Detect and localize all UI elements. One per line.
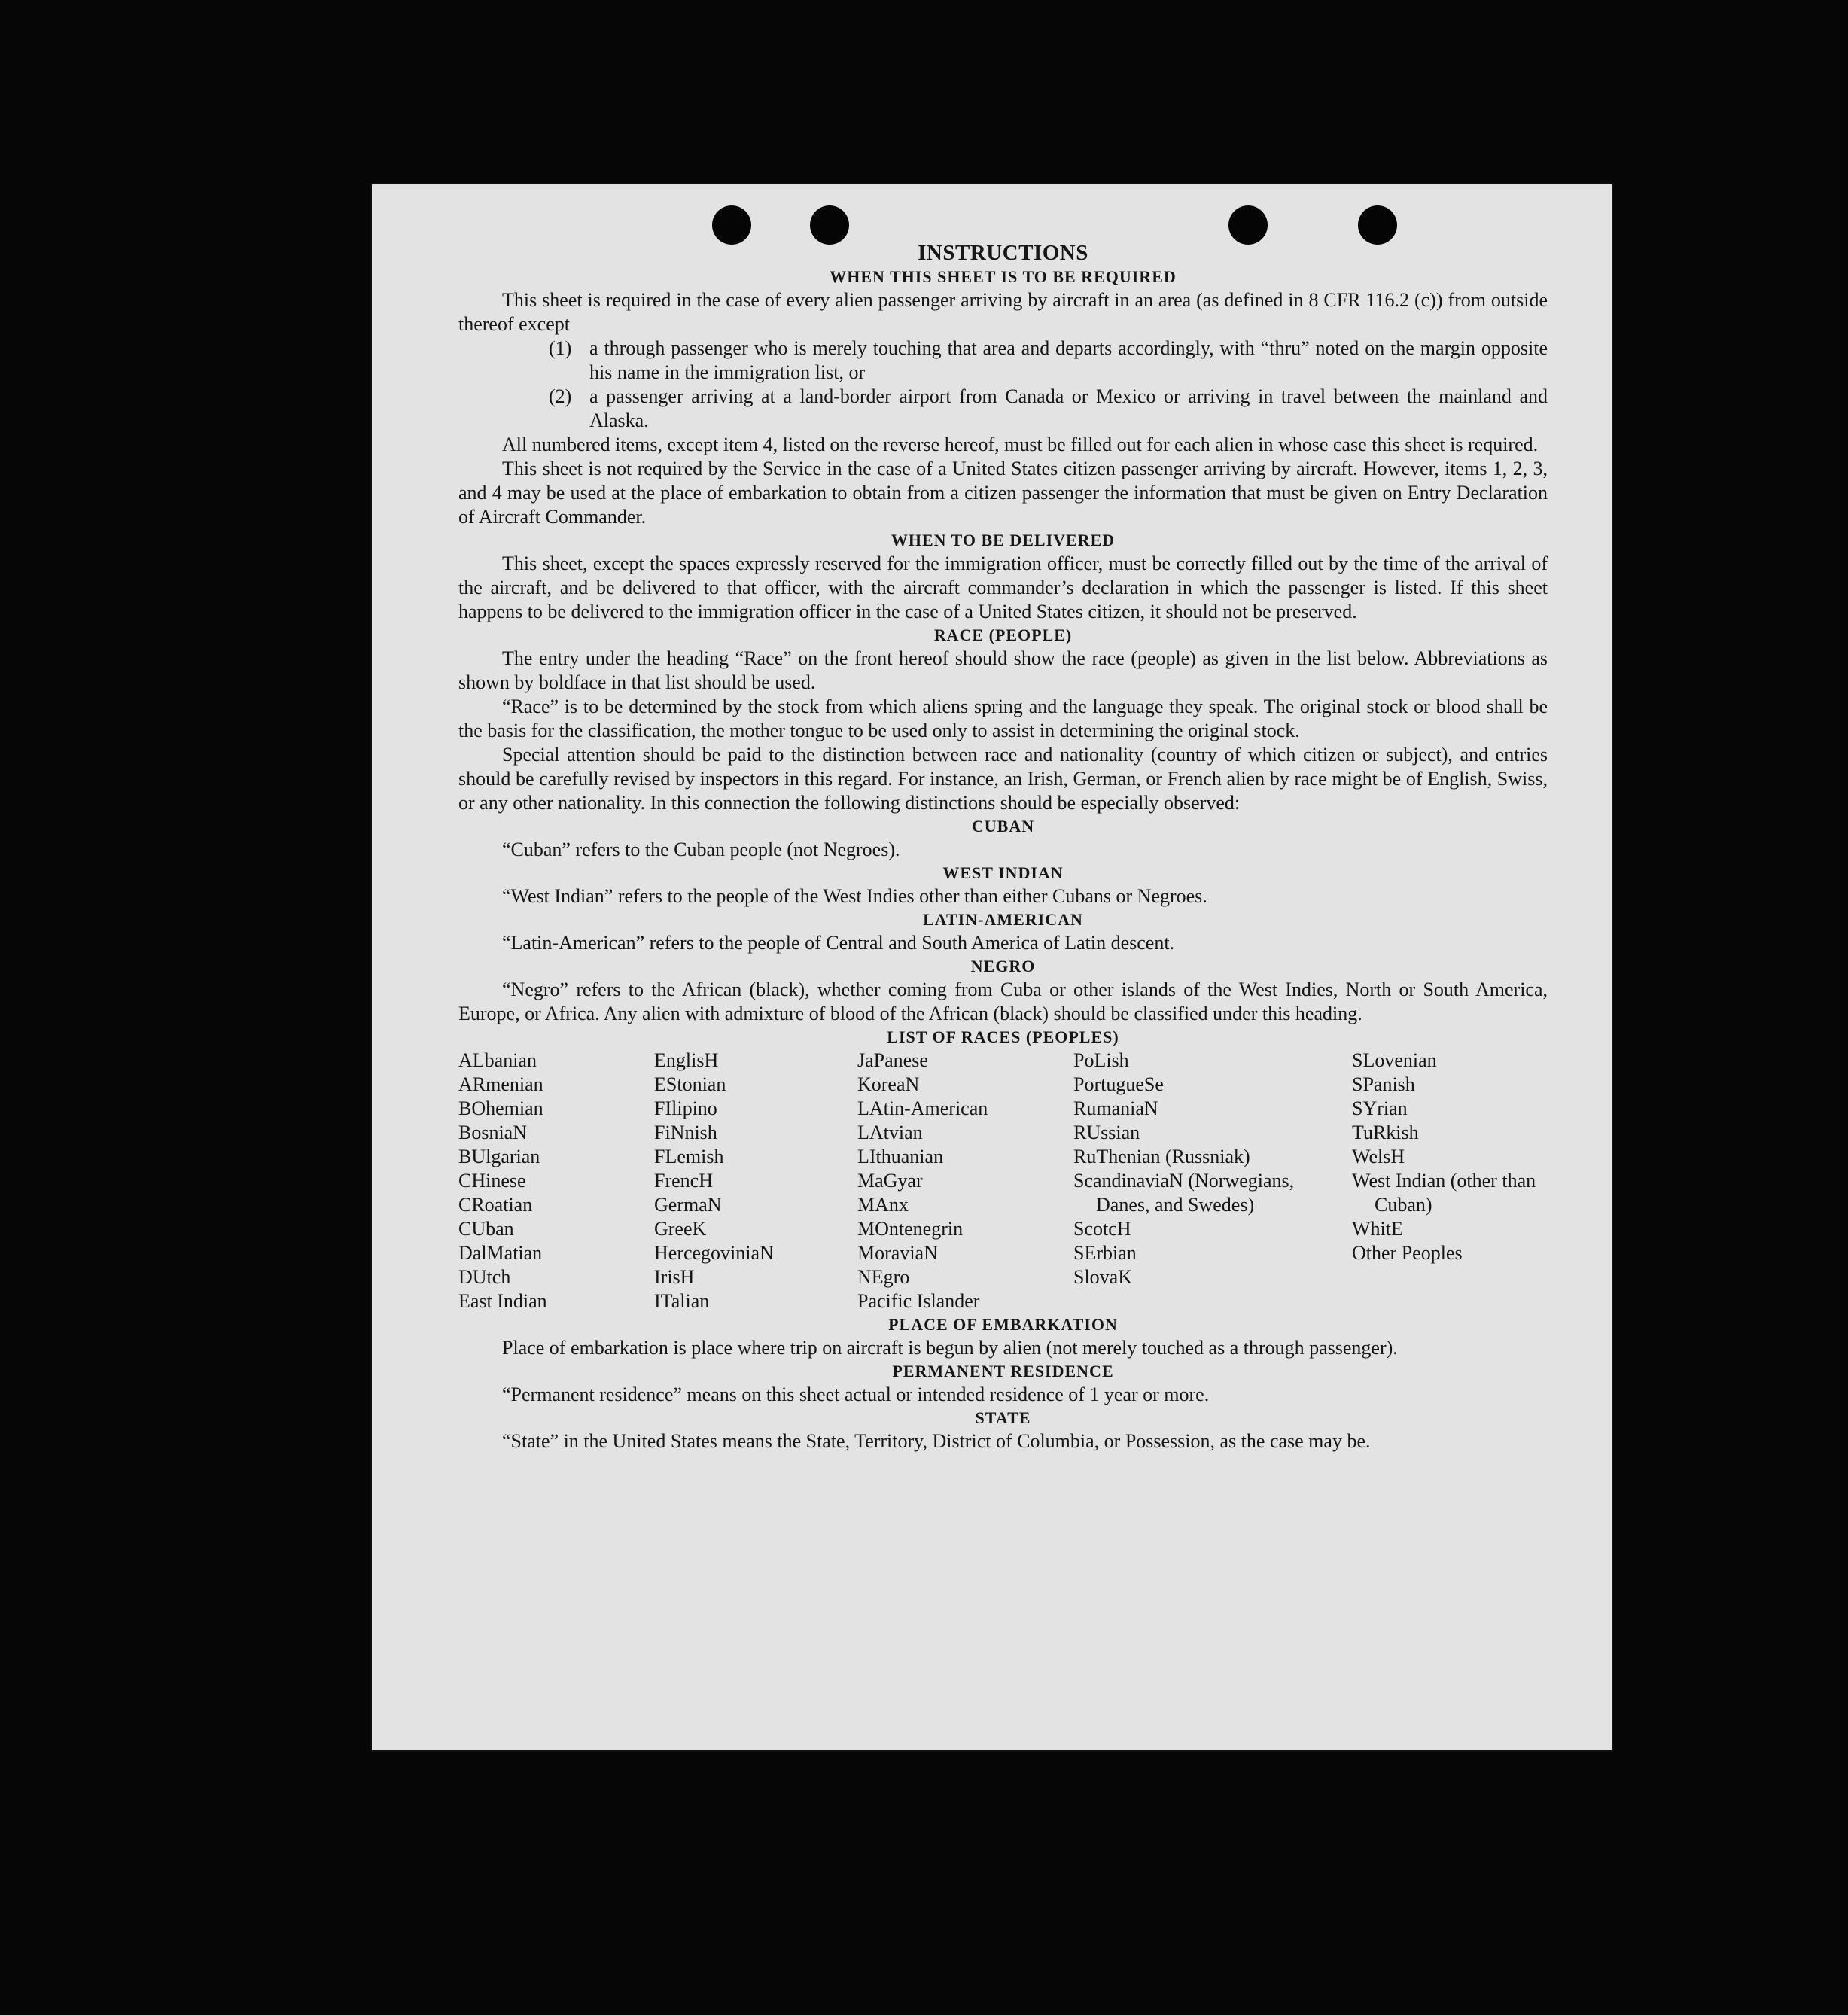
race-entry: PortugueSe — [1073, 1073, 1164, 1095]
race-entry: ITalian — [654, 1290, 710, 1312]
section-heading-required: WHEN THIS SHEET IS TO BE REQUIRED — [830, 267, 1177, 286]
race-entry: ARmenian — [458, 1073, 543, 1095]
list-number: (1) — [549, 337, 572, 359]
race-entry: SErbian — [1073, 1242, 1137, 1264]
race-entry: MAnx — [857, 1194, 909, 1216]
race-entry: MaGyar — [857, 1170, 923, 1192]
race-entry: FrencH — [654, 1170, 713, 1192]
section-heading-list-of-races: LIST OF RACES (PEOPLES) — [887, 1027, 1119, 1046]
race-entry: HercegoviniaN — [654, 1242, 774, 1264]
section-heading-delivered: WHEN TO BE DELIVERED — [891, 531, 1116, 549]
race-entry: IrisH — [654, 1266, 695, 1288]
race-entry: CHinese — [458, 1170, 526, 1192]
race-column — [654, 1049, 857, 1313]
race-entry: TuRkish — [1352, 1122, 1419, 1143]
punch-hole — [712, 205, 751, 245]
punch-hole — [1358, 205, 1397, 245]
paragraph: This sheet, except the spaces expressly reserved for the immigration officer, must be correctly filled out by the time of the arrival of the aircraft, and be delivered to that officer, with the aircraft commander’s declaration in which the passenger is listed. If this sheet happens to be delivered to the immigration officer in the case of a United States citizen, it should not be preserved. — [458, 552, 1548, 622]
paragraph: This sheet is required in the case of every alien passenger arriving by aircraft in an area (as defined in 8 CFR 116.2 (c)) from outside thereof except — [458, 289, 1548, 335]
race-entry: LIthuanian — [857, 1146, 944, 1167]
section-heading-state: STATE — [975, 1408, 1031, 1427]
punch-hole — [810, 205, 849, 245]
race-entry: FiNnish — [654, 1122, 717, 1143]
race-entry: KoreaN — [857, 1073, 920, 1095]
race-entry: LAtvian — [857, 1122, 923, 1143]
race-entry: Other Peoples — [1352, 1242, 1463, 1264]
paragraph: “State” in the United States means the State, Territory, District of Columbia, or Possession, as the case may be. — [502, 1430, 1371, 1452]
section-heading-embarkation: PLACE OF EMBARKATION — [888, 1315, 1118, 1334]
paragraph: “West Indian” refers to the people of the West Indies other than either Cubans or Negroes. — [502, 885, 1207, 907]
race-entry: DalMatian — [458, 1242, 543, 1264]
section-heading-negro: NEGRO — [970, 957, 1036, 976]
paragraph: “Latin-American” refers to the people of Central and South America of Latin descent. — [502, 932, 1175, 954]
paragraph: “Race” is to be determined by the stock from which aliens spring and the language they speak. The original stock or blood shall be the basis for the classification, the mother tongue to be used only to assist in determining the original stock. — [458, 696, 1548, 741]
section-heading-latin-american: LATIN-AMERICAN — [923, 910, 1083, 929]
paragraph: “Permanent residence” means on this sheet actual or intended residence of 1 year or more. — [502, 1383, 1210, 1405]
race-entry: SYrian — [1352, 1097, 1408, 1119]
race-entry: RuThenian (Russniak) — [1073, 1146, 1250, 1167]
race-entry: RUssian — [1073, 1122, 1140, 1143]
paragraph: All numbered items, except item 4, listed on the reverse hereof, must be filled out for each alien in whose case this sheet is required. — [502, 434, 1539, 455]
race-entry: NEgro — [857, 1266, 910, 1288]
race-entry: BosniaN — [458, 1122, 527, 1143]
race-entry: ScandinaviaN (Norwegians, Danes, and Swedes) — [1073, 1170, 1295, 1216]
race-entry: GreeK — [654, 1218, 707, 1240]
paragraph: Place of embarkation is place where trip on aircraft is begun by alien (not merely touched as a through passenger). — [502, 1337, 1398, 1359]
section-heading-residence: PERMANENT RESIDENCE — [892, 1362, 1114, 1380]
race-entry: WelsH — [1352, 1146, 1405, 1167]
race-column — [458, 1049, 654, 1313]
paragraph: This sheet is not required by the Service in the case of a United States citizen passenger arriving by aircraft. However, items 1, 2, 3, and 4 may be used at the place of embarkation to obtain from a citizen passenger the information that must be given on Entry Declaration of Aircraft Commander. — [458, 458, 1548, 528]
race-entry: WhitE — [1352, 1218, 1403, 1240]
race-entry: BOhemian — [458, 1097, 543, 1119]
section-heading-race: RACE (PEOPLE) — [933, 626, 1073, 644]
race-entry: LAtin-American — [857, 1097, 988, 1119]
race-entry: EStonian — [654, 1073, 726, 1095]
race-entry: GermaN — [654, 1194, 722, 1216]
race-entry: CUban — [458, 1218, 514, 1240]
race-entry: SLovenian — [1352, 1049, 1437, 1071]
race-entry: ALbanian — [458, 1049, 537, 1071]
race-entry: PoLish — [1073, 1049, 1129, 1071]
list-text: a through passenger who is merely touching that area and departs accordingly, with “thru” noted on the margin opposite his name in the immigration list, or — [589, 337, 1548, 383]
race-entry: EnglisH — [654, 1049, 719, 1071]
race-column — [857, 1049, 1073, 1313]
race-column — [1352, 1049, 1548, 1313]
list-item — [549, 385, 1548, 433]
list-number: (2) — [549, 385, 572, 407]
punch-hole — [1228, 205, 1268, 245]
race-entry: Pacific Islander — [857, 1290, 980, 1312]
race-entry: West Indian (other than Cuban) — [1352, 1170, 1536, 1216]
race-entry: ScotcH — [1073, 1218, 1131, 1240]
race-entry: DUtch — [458, 1266, 511, 1288]
race-column — [1073, 1049, 1299, 1313]
race-entry: East Indian — [458, 1290, 547, 1312]
race-entry: JaPanese — [857, 1049, 928, 1071]
race-entry: SlovaK — [1073, 1266, 1132, 1288]
section-heading-cuban: CUBAN — [971, 817, 1035, 836]
document-page — [372, 184, 1612, 1750]
paragraph: Special attention should be paid to the distinction between race and nationality (country of which citizen or subject), and entries should be carefully revised by inspectors in this regard. For instance, an Irish, German, or French alien by race might be of English, Swiss, or any other nationality. In this connection the following distinctions should be especially observed: — [458, 744, 1548, 814]
list-item — [549, 336, 1548, 385]
race-entry: MoraviaN — [857, 1242, 938, 1264]
race-entry: MOntenegrin — [857, 1218, 964, 1240]
race-entry: FIlipino — [654, 1097, 717, 1119]
page-title: INSTRUCTIONS — [918, 241, 1088, 265]
section-heading-west-indian: WEST INDIAN — [942, 863, 1064, 882]
exception-list — [549, 336, 1548, 433]
race-entry: BUlgarian — [458, 1146, 540, 1167]
race-entry: CRoatian — [458, 1194, 533, 1216]
race-list — [458, 1049, 1548, 1313]
paragraph: The entry under the heading “Race” on the front hereof should show the race (people) as given in the list below. Abbreviations as shown by boldface in that list should be used. — [458, 647, 1548, 693]
race-entry: RumaniaN — [1073, 1097, 1158, 1119]
race-entry: SPanish — [1352, 1073, 1415, 1095]
list-text: a passenger arriving at a land-border airport from Canada or Mexico or arriving in travel between the mainland and Alaska. — [589, 385, 1548, 431]
paragraph: “Cuban” refers to the Cuban people (not Negroes). — [502, 839, 900, 860]
race-entry: FLemish — [654, 1146, 724, 1167]
paragraph: “Negro” refers to the African (black), whether coming from Cuba or other islands of the West Indies, North or South America, Europe, or Africa. Any alien with admixture of blood of the African (black) should be classified under this heading. — [458, 979, 1548, 1024]
